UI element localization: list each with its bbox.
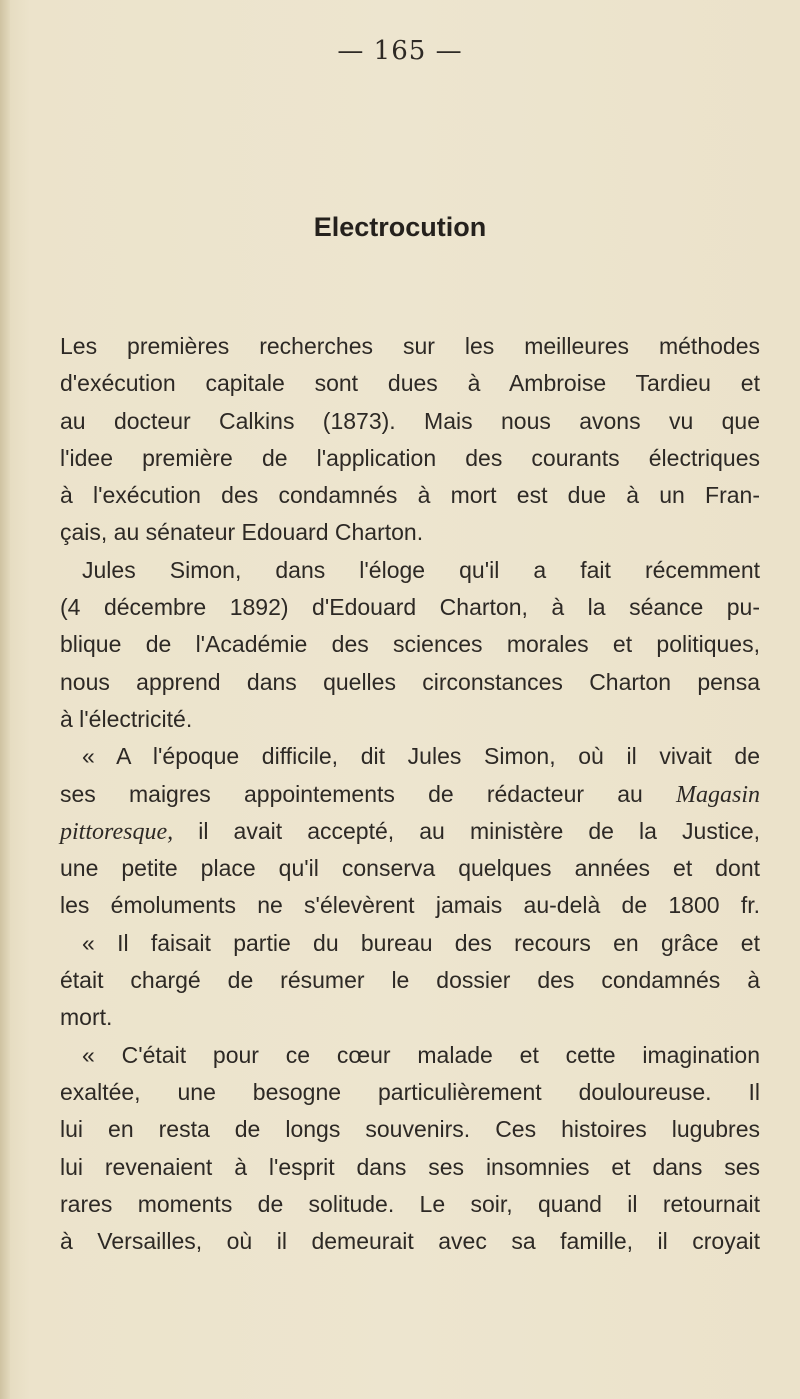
text-line: exaltée, une besogne particulièrement douloureuse. Il <box>60 1078 760 1105</box>
text-line: d'exécution capitale sont dues à Ambroise Tardieu et <box>60 370 760 397</box>
text-line: une petite place qu'il conserva quelques années et dont <box>60 855 760 882</box>
text-line <box>60 776 760 813</box>
text-line: çais, au sénateur Edouard Charton. <box>60 519 424 546</box>
text-line: les émoluments ne s'élevèrent jamais au-delà de 1800 fr. <box>60 892 760 919</box>
text-line: « Il faisait partie du bureau des recours en grâce et <box>82 929 760 956</box>
text-segment: ses maigres appointements de rédacteur au <box>60 780 643 807</box>
text-line: « A l'époque difficile, dit Jules Simon, où il vivait de <box>82 743 760 770</box>
text-line: nous apprend dans quelles circonstances Charton pensa <box>60 668 760 695</box>
text-line: mort. <box>60 1004 113 1031</box>
chapter-title: Electrocution <box>313 212 487 242</box>
page-number: — 165 — <box>337 36 463 66</box>
text-line: blique de l'Académie des sciences morales et politiques, <box>60 631 760 658</box>
text-segment: il avait accepté, au ministère de la Justice, <box>198 817 761 844</box>
text-line <box>60 813 760 850</box>
italic-title: pittoresque, <box>60 818 174 845</box>
text-line: Les premières recherches sur les meilleures méthodes <box>60 333 760 359</box>
text-line: Jules Simon, dans l'éloge qu'il a fait récemment <box>82 556 760 583</box>
text-line: à l'exécution des condamnés à mort est due à un Fran- <box>60 482 760 509</box>
text-line: au docteur Calkins (1873). Mais nous avons vu que <box>60 407 760 434</box>
italic-title: Magasin <box>676 781 760 808</box>
text-line: « C'était pour ce cœur malade et cette imagination <box>82 1041 760 1068</box>
body-text <box>60 328 760 1260</box>
text-line: lui revenaient à l'esprit dans ses insomnies et dans ses <box>60 1153 760 1180</box>
text-line: lui en resta de longs souvenirs. Ces histoires lugubres <box>60 1116 760 1143</box>
text-line: (4 décembre 1892) d'Edouard Charton, à la séance pu- <box>60 594 760 621</box>
text-line: à Versailles, où il demeurait avec sa famille, il croyait <box>60 1228 760 1255</box>
text-line: l'idee première de l'application des courants électriques <box>60 444 760 471</box>
page-spine-shadow <box>0 0 10 1399</box>
text-line: était chargé de résumer le dossier des condamnés à <box>60 967 760 994</box>
text-line: rares moments de solitude. Le soir, quand il retournait <box>60 1190 760 1217</box>
text-line: à l'électricité. <box>60 705 193 732</box>
